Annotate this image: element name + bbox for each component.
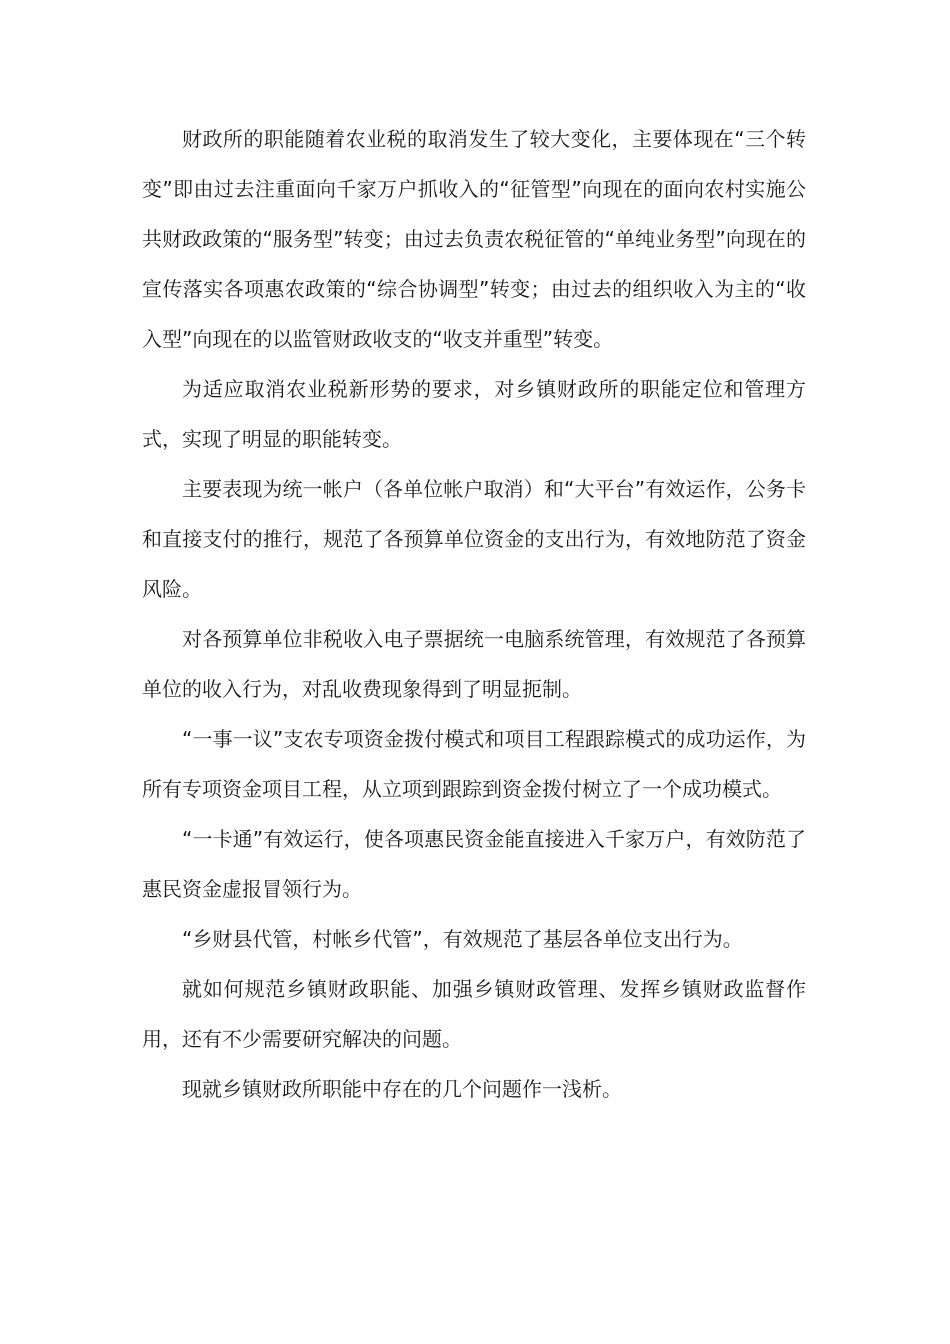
paragraph-non-tax-income: 对各预算单位非税收入电子票据统一电脑系统管理，有效规范了各预算单位的收入行为，对乱收费现象得到了明显扼制。 — [142, 627, 806, 701]
paragraph-county-management: “乡财县代管，村帐乡代管”，有效规范了基层各单位支出行为。 — [182, 927, 743, 951]
document-body — [142, 114, 806, 1114]
paragraph-one-card-pass: “一卡通”有效运行，使各项惠民资金能直接进入千家万户，有效防范了惠民资金虚报冒领行为。 — [142, 827, 806, 901]
paragraph-function-changes: 财政所的职能随着农业税的取消发生了较大变化，主要体现在“三个转变”即由过去注重面向千家万户抓收入的“征管型”向现在的面向农村实施公共财政政策的“服务型”转变；由过去负责农税征管的“单纯业务型”向现在的宣传落实各项惠农政策的“综合协调型”转变；由过去的组织收入为主的“收入型”向现在的以监管财政收支的“收支并重型”转变。 — [142, 127, 806, 351]
paragraph-analysis-intro: 现就乡镇财政所职能中存在的几个问题作一浅析。 — [182, 1077, 622, 1101]
paragraph-remaining-issues: 就如何规范乡镇财政职能、加强乡镇财政管理、发挥乡镇财政监督作用，还有不少需要研究解决的问题。 — [142, 977, 806, 1051]
paragraph-adaptation: 为适应取消农业税新形势的要求，对乡镇财政所的职能定位和管理方式，实现了明显的职能转变。 — [142, 377, 806, 451]
paragraph-one-matter-one-discussion: “一事一议”支农专项资金拨付模式和项目工程跟踪模式的成功运作，为所有专项资金项目工程，从立项到跟踪到资金拨付树立了一个成功模式。 — [142, 727, 806, 801]
paragraph-unified-account: 主要表现为统一帐户（各单位帐户取消）和“大平台”有效运作，公务卡和直接支付的推行，规范了各预算单位资金的支出行为，有效地防范了资金风险。 — [142, 477, 806, 601]
